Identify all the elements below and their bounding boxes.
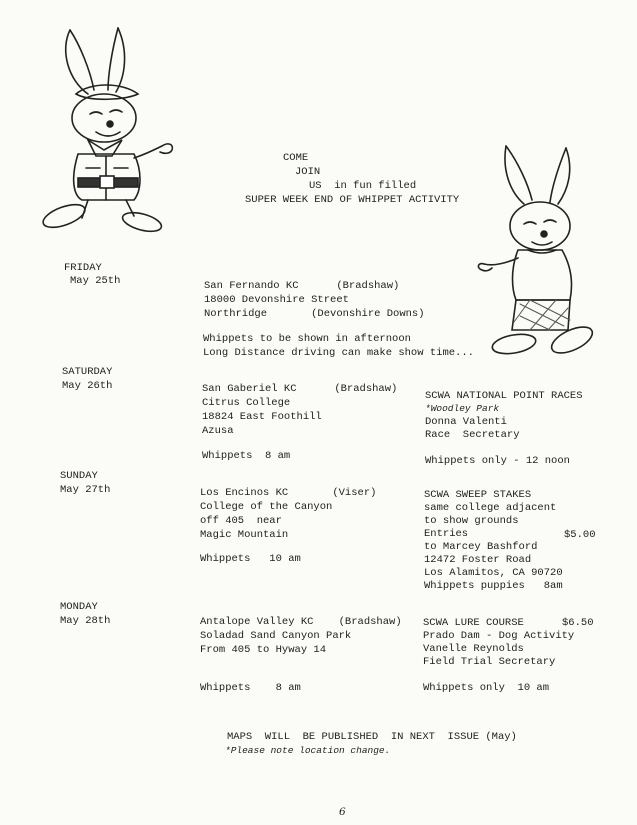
day-label-friday: FRIDAY bbox=[64, 262, 102, 274]
saturday-left-6: Whippets 8 am bbox=[202, 450, 291, 462]
saturday-left-1: San Gaberiel KC (Bradshaw) bbox=[202, 383, 398, 395]
sunday-fee: $5.00 bbox=[564, 529, 596, 541]
day-label-saturday: SATURDAY bbox=[62, 366, 113, 378]
saturday-left-2: Citrus College bbox=[202, 397, 291, 409]
day-label-sunday: SUNDAY bbox=[60, 470, 98, 482]
date-sunday: May 27th bbox=[60, 484, 111, 496]
friday-left-5: Whippets to be shown in afternoon bbox=[203, 333, 411, 345]
sunday-left-4: Magic Mountain bbox=[200, 529, 289, 541]
saturday-right-6: Whippets only - 12 noon bbox=[425, 455, 570, 467]
sunday-left-2: College of the Canyon bbox=[200, 501, 333, 513]
sunday-left-1: Los Encinos KC (Viser) bbox=[200, 487, 377, 499]
location-note: *Please note location change. bbox=[225, 745, 391, 756]
monday-right-1: SCWA LURE COURSE bbox=[423, 617, 524, 629]
monday-right-3: Vanelle Reynolds bbox=[423, 643, 524, 655]
header-us: US in fun filled bbox=[309, 180, 417, 192]
monday-left-1: Antalope Valley KC (Bradshaw) bbox=[200, 616, 402, 628]
monday-left-3: From 405 to Hyway 14 bbox=[200, 644, 327, 656]
date-friday: May 25th bbox=[70, 275, 121, 287]
sunday-right-4: Entries bbox=[424, 528, 469, 540]
sunday-left-3: off 405 near bbox=[200, 515, 282, 527]
friday-left-1: San Fernando KC (Bradshaw) bbox=[204, 280, 400, 292]
friday-left-6: Long Distance driving can make show time... bbox=[203, 347, 474, 359]
header-title: SUPER WEEK END OF WHIPPET ACTIVITY bbox=[245, 194, 460, 206]
page-number: 6 bbox=[339, 806, 346, 818]
sunday-right-5: to Marcey Bashford bbox=[424, 541, 538, 553]
sunday-right-3: to show grounds bbox=[424, 515, 519, 527]
monday-right-6: Whippets only 10 am bbox=[423, 682, 550, 694]
saturday-right-4: Race Secretary bbox=[425, 429, 520, 441]
monday-right-4: Field Trial Secretary bbox=[423, 656, 556, 668]
sunday-right-8: Whippets puppies 8am bbox=[424, 580, 563, 592]
saturday-left-4: Azusa bbox=[202, 425, 234, 437]
monday-right-2: Prado Dam - Dog Activity bbox=[423, 630, 575, 642]
sunday-right-7: Los Alamitos, CA 90720 bbox=[424, 567, 563, 579]
maps-notice: MAPS WILL BE PUBLISHED IN NEXT ISSUE (May) bbox=[227, 731, 517, 743]
date-saturday: May 26th bbox=[62, 380, 113, 392]
sunday-right-6: 12472 Foster Road bbox=[424, 554, 532, 566]
header-come: COME bbox=[283, 152, 309, 164]
friday-left-2: 18000 Devonshire Street bbox=[204, 294, 349, 306]
sunday-left-6: Whippets 10 am bbox=[200, 553, 301, 565]
cartoon-rabbit-sweater-icon bbox=[470, 140, 605, 365]
saturday-right-1: SCWA NATIONAL POINT RACES bbox=[425, 390, 583, 402]
sunday-right-2: same college adjacent bbox=[424, 502, 557, 514]
friday-left-3: Northridge (Devonshire Downs) bbox=[204, 308, 425, 320]
day-label-monday: MONDAY bbox=[60, 601, 98, 613]
date-monday: May 28th bbox=[60, 615, 111, 627]
sunday-right-1: SCWA SWEEP STAKES bbox=[424, 489, 532, 501]
cartoon-rabbit-cowboy-icon bbox=[30, 20, 190, 235]
monday-left-6: Whippets 8 am bbox=[200, 682, 301, 694]
saturday-left-3: 18824 East Foothill bbox=[202, 411, 322, 423]
saturday-right-3: Donna Valenti bbox=[425, 416, 507, 428]
monday-fee: $6.50 bbox=[562, 617, 594, 629]
header-join: JOIN bbox=[295, 166, 321, 178]
saturday-right-2: *Woodley Park bbox=[425, 403, 500, 414]
monday-left-2: Soladad Sand Canyon Park bbox=[200, 630, 352, 642]
